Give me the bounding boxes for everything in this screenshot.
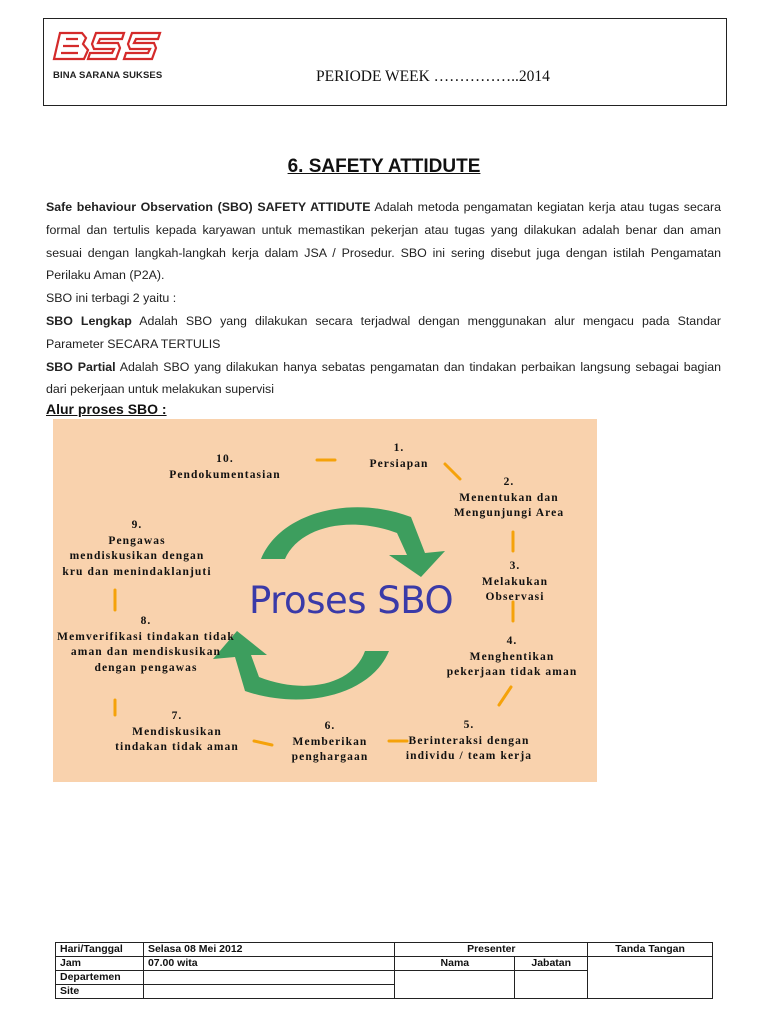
site-value bbox=[143, 985, 394, 999]
step-label: Memverifikasi tindakan tidak bbox=[57, 630, 235, 643]
step-6 bbox=[292, 719, 369, 766]
step-label: Pengawas bbox=[108, 534, 166, 547]
sbo-process-diagram bbox=[53, 419, 597, 782]
step-label: penghargaan bbox=[291, 751, 369, 763]
step-number: 8. bbox=[140, 615, 152, 627]
step-number: 3. bbox=[509, 560, 521, 572]
departemen-label: Departemen bbox=[56, 971, 144, 985]
step-2 bbox=[454, 475, 564, 522]
step-number: 9. bbox=[131, 519, 143, 531]
sbo-partial-term: SBO Partial bbox=[46, 359, 116, 374]
step-number: 4. bbox=[506, 635, 518, 647]
step-label: mendiskusikan dengan bbox=[69, 550, 205, 562]
step-label: Menentukan dan bbox=[459, 491, 559, 504]
step-label: dengan pengawas bbox=[94, 661, 198, 674]
step-label: Mengunjungi Area bbox=[453, 507, 565, 519]
step-10 bbox=[169, 452, 281, 483]
step-label: Observasi bbox=[485, 591, 545, 603]
jabatan-label: Jabatan bbox=[515, 957, 588, 971]
info-table bbox=[55, 942, 713, 999]
step-number: 2. bbox=[503, 476, 515, 488]
site-label: Site bbox=[56, 985, 144, 999]
step-4 bbox=[447, 634, 578, 681]
jam-value: 07.00 wita bbox=[143, 957, 394, 971]
step-8 bbox=[57, 614, 235, 676]
sbo-lengkap-definition: Adalah SBO yang dilakukan secara terjadwal dengan menggunakan alur mengacu pada Standar Parameter SECARA TERTULIS bbox=[46, 313, 721, 351]
tanda-tangan-label: Tanda Tangan bbox=[588, 943, 713, 957]
step-label: tindakan tidak aman bbox=[115, 741, 239, 753]
hari-value: Selasa 08 Mei 2012 bbox=[143, 943, 394, 957]
step-9 bbox=[62, 518, 211, 580]
diagram-center-label: Proses SBO bbox=[249, 579, 454, 622]
step-label: Memberikan bbox=[292, 735, 368, 748]
paragraph-types: SBO ini terbagi 2 yaitu : bbox=[46, 291, 177, 306]
table-row bbox=[56, 957, 713, 971]
table-row bbox=[56, 943, 713, 957]
step-3 bbox=[482, 559, 548, 606]
paragraph-sbo-lengkap bbox=[46, 310, 721, 356]
sbo-definition: Adalah metoda pengamatan kegiatan kerja atau tugas secara formal dan tertulis kepada karyawan untuk memastikan pekerjan atau tugas yang dilakukan adalah benar dan aman sesuai dengan langkah-langkah kerja dalam JSA / Prosedur. SBO ini sering disebut juga dengan istilah Pengamatan Perilaku Aman (P2A). bbox=[46, 200, 721, 283]
departemen-value bbox=[143, 971, 394, 985]
sbo-term: Safe behaviour Observation (SBO) SAFETY ATTIDUTE bbox=[46, 200, 371, 214]
step-7 bbox=[115, 709, 239, 756]
jabatan-cell bbox=[515, 971, 588, 999]
header-box bbox=[43, 18, 727, 106]
sbo-partial-definition: Adalah SBO yang dilakukan hanya sebatas pengamatan dan tindakan perbaikan langsung sebagai bagian dari pekerjaan untuk melakukan supervisi bbox=[46, 359, 721, 397]
step-label: Menghentikan bbox=[469, 650, 555, 663]
presenter-label: Presenter bbox=[395, 943, 588, 957]
step-number: 6. bbox=[324, 720, 336, 732]
step-label: aman dan mendiskusikan bbox=[70, 646, 222, 658]
periode-week: PERIODE WEEK ……………..2014 bbox=[316, 68, 550, 85]
step-label: Berinteraksi dengan bbox=[408, 734, 530, 747]
jam-label: Jam bbox=[56, 957, 144, 971]
step-label: kru dan menindaklanjuti bbox=[62, 565, 212, 578]
page-title: 6. SAFETY ATTIDUTE bbox=[287, 156, 481, 177]
step-1 bbox=[369, 441, 428, 472]
step-label: pekerjaan tidak aman bbox=[446, 666, 578, 678]
sbo-lengkap-term: SBO Lengkap bbox=[46, 313, 132, 328]
step-number: 10. bbox=[216, 453, 234, 465]
hari-label: Hari/Tanggal bbox=[56, 943, 144, 957]
tanda-tangan-cell bbox=[588, 957, 713, 999]
nama-cell bbox=[395, 971, 515, 999]
logo-subtitle: BINA SARANA SUKSES bbox=[53, 70, 163, 81]
alur-heading: Alur proses SBO : bbox=[46, 401, 167, 417]
step-label: individu / team kerja bbox=[405, 750, 533, 762]
nama-label: Nama bbox=[395, 957, 515, 971]
step-label: Pendokumentasian bbox=[169, 468, 281, 481]
step-label: Mendiskusikan bbox=[132, 725, 222, 738]
step-number: 5. bbox=[463, 719, 475, 731]
paragraph-definition bbox=[46, 196, 721, 287]
step-5 bbox=[406, 718, 532, 765]
step-number: 7. bbox=[171, 710, 183, 722]
step-label: Melakukan bbox=[481, 575, 549, 588]
paragraph-sbo-partial bbox=[46, 356, 721, 402]
top-cycle-arrow bbox=[261, 507, 445, 577]
step-label: Persiapan bbox=[369, 457, 429, 470]
step-number: 1. bbox=[393, 442, 405, 454]
body-text bbox=[46, 196, 721, 401]
bottom-cycle-arrow bbox=[213, 631, 389, 700]
